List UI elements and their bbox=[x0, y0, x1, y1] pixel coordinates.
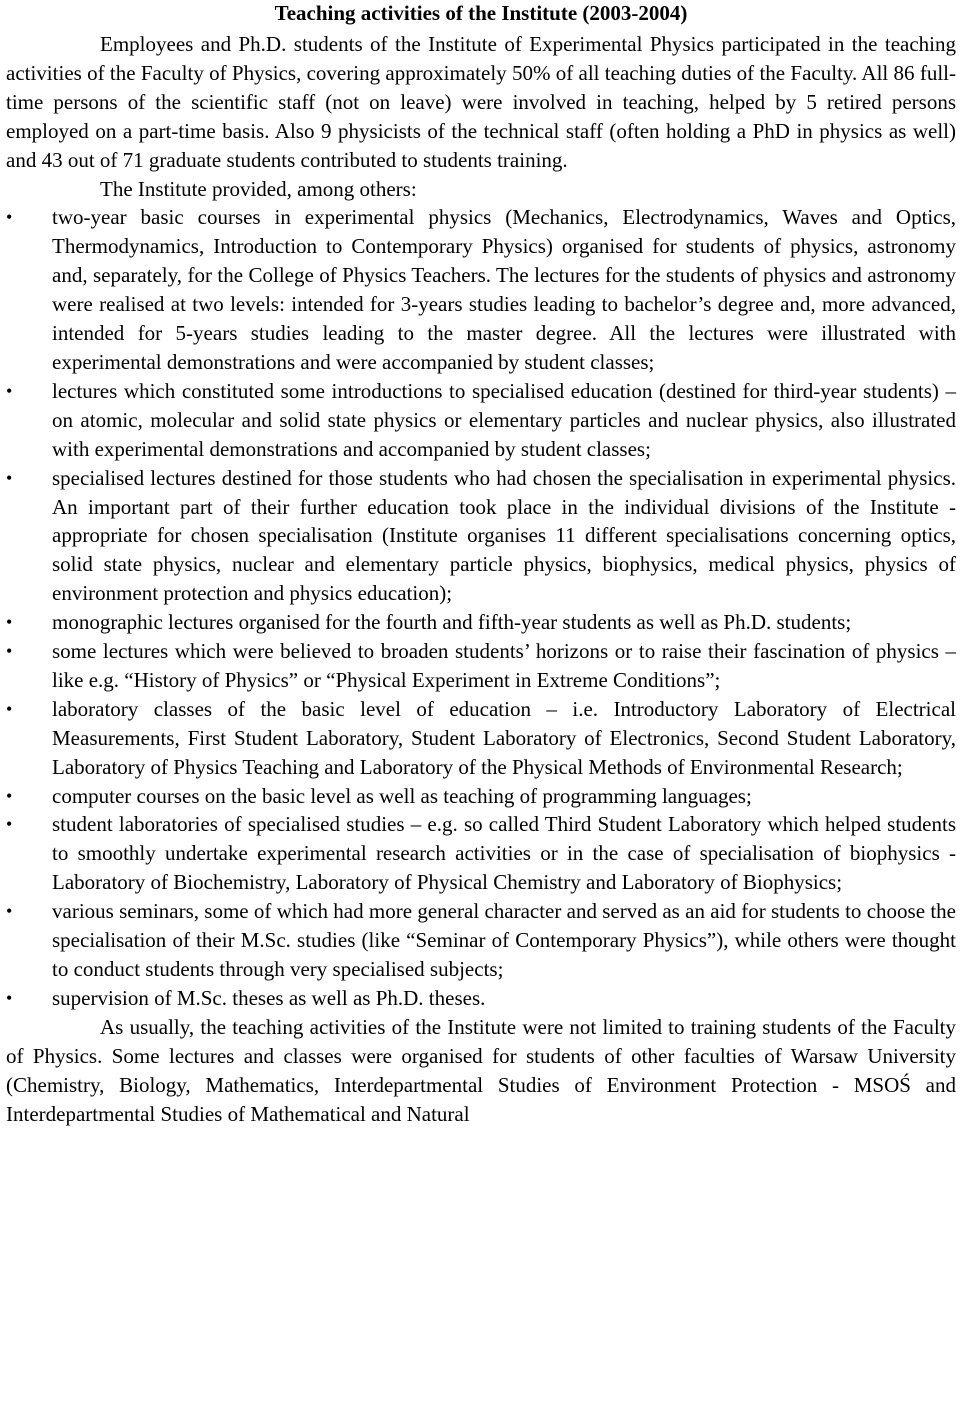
list-item-text: two-year basic courses in experimental physics (Mechanics, Electrodynamics, Waves and Optics, Thermodynamics, Introduction to Contemporary Physics) organised for students of physics, astronomy and, separately, for the College of Physics Teachers. The lectures for the students of physics and astronomy were realised at two levels: intended for 3-years studies leading to bachelor’s degree and, more advanced, intended for 5-years studies leading to the master degree. All the lectures were illustrated with experimental demonstrations and were accompanied by student classes; bbox=[52, 205, 956, 374]
list-item-text: computer courses on the basic level as well as teaching of programming languages; bbox=[52, 783, 752, 808]
list-item bbox=[6, 810, 956, 897]
paragraph-intro: The Institute provided, among others: bbox=[100, 176, 417, 201]
list-item bbox=[6, 782, 956, 811]
bullet-icon: • bbox=[6, 987, 13, 1008]
list-item-text: various seminars, some of which had more general character and served as an aid for students to choose the specialisation of their M.Sc. studies (like “Seminar of Contemporary Physics”), while others were thought to conduct students through very specialised subjects; bbox=[52, 899, 956, 981]
list-item-text: some lectures which were believed to broaden students’ horizons or to raise their fascination of physics – like e.g. “History of Physics” or “Physical Experiment in Extreme Conditions”; bbox=[52, 639, 956, 692]
bullet-icon: • bbox=[6, 207, 13, 228]
bullet-icon: • bbox=[6, 380, 13, 401]
bullet-icon: • bbox=[6, 785, 13, 806]
list-item-text: student laboratories of specialised studies – e.g. so called Third Student Laboratory which helped students to smoothly undertake experimental research activities or in the case of specialisation of biophysics - Laboratory of Biochemistry, Laboratory of Physical Chemistry and Laboratory of Biophysics; bbox=[52, 812, 956, 895]
teaching-activities-list bbox=[6, 203, 956, 1012]
list-item bbox=[6, 464, 956, 609]
document-page bbox=[6, 0, 956, 1128]
list-item-text: monographic lectures organised for the fourth and fifth-year students as well as Ph.D. students; bbox=[52, 610, 852, 635]
list-item bbox=[6, 695, 956, 782]
bullet-icon: • bbox=[6, 814, 13, 835]
list-item bbox=[6, 637, 956, 695]
bullet-icon: • bbox=[6, 641, 13, 662]
list-item bbox=[6, 984, 956, 1013]
list-item-text: supervision of M.Sc. theses as well as Ph.D. theses. bbox=[52, 985, 486, 1010]
bullet-icon: • bbox=[6, 612, 13, 633]
list-item bbox=[6, 897, 956, 984]
list-item bbox=[6, 203, 956, 376]
list-item bbox=[6, 608, 956, 637]
list-item-text: lectures which constituted some introductions to specialised education (destined for third-year students) – on atomic, molecular and solid state physics or elementary particles and nuclear physics, also illustrated with experimental demonstrations and accompanied by student classes; bbox=[52, 378, 956, 461]
list-item bbox=[6, 377, 956, 464]
bullet-icon: • bbox=[6, 698, 13, 719]
document-title: Teaching activities of the Institute (2003-2004) bbox=[274, 1, 688, 25]
list-item-text: specialised lectures destined for those students who had chosen the specialisation in experimental physics. An important part of their further education took place in the individual divisions of the Institute - appropriate for chosen specialisation (Institute organises 11 different specialisations concerning optics, solid state physics, nuclear and elementary particle physics, biophysics, medical physics, physics of environment protection and physics education); bbox=[52, 465, 956, 606]
paragraph-staff-participation: Employees and Ph.D. students of the Institute of Experimental Physics participated in the teaching activities of the Faculty of Physics, covering approximately 50% of all teaching duties of the Faculty. All 86 full-time persons of the scientific staff (not on leave) were involved in teaching, helped by 5 retired persons employed on a part-time basis. Also 9 physicists of the technical staff (often holding a PhD in physics as well) and 43 out of 71 graduate students contributed to students training. bbox=[6, 32, 956, 172]
list-item-text: laboratory classes of the basic level of education – i.e. Introductory Laboratory of Electrical Measurements, First Student Laboratory, Student Laboratory of Electronics, Second Student Laboratory, Laboratory of Physics Teaching and Laboratory of the Physical Methods of Environmental Research; bbox=[52, 696, 956, 779]
bullet-icon: • bbox=[6, 467, 13, 488]
paragraph-other-faculties: As usually, the teaching activities of the Institute were not limited to training students of the Faculty of Physics. Some lectures and classes were organised for students of other faculties of Warsaw University (Chemistry, Biology, Mathematics, Interdepartmental Studies of Environment Protection - MSOŚ and Interdepartmental Studies of Mathematical and Natural bbox=[6, 1014, 956, 1126]
bullet-icon: • bbox=[6, 901, 13, 922]
